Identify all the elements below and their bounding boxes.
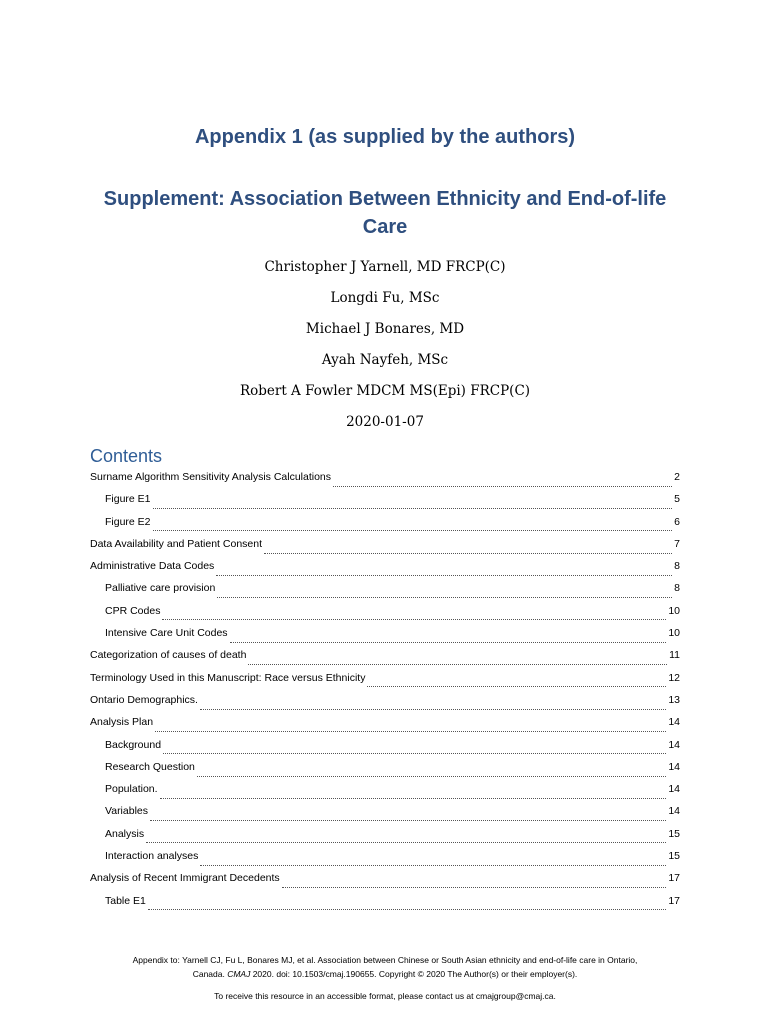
- toc-entry[interactable]: [90, 783, 680, 805]
- toc-entry-page[interactable]: 14: [668, 760, 680, 773]
- toc-entry[interactable]: [90, 493, 680, 515]
- toc-leader-dots: [148, 901, 666, 910]
- toc-entry-page[interactable]: 14: [668, 738, 680, 751]
- toc-entry-page[interactable]: 14: [668, 783, 680, 796]
- toc-entry-label[interactable]: Variables: [105, 805, 148, 818]
- toc-entry-label[interactable]: Palliative care provision: [105, 582, 216, 595]
- toc-leader-dots: [163, 745, 666, 754]
- toc-entry-page[interactable]: 17: [668, 872, 680, 885]
- toc-leader-dots: [200, 701, 666, 710]
- toc-entry-page[interactable]: 13: [668, 693, 680, 706]
- author-line: Robert A Fowler MDCM MS(Epi) FRCP(C): [239, 383, 531, 399]
- toc-entry[interactable]: [90, 739, 680, 761]
- toc-entry[interactable]: [90, 516, 680, 538]
- toc-entry-label[interactable]: Interaction analyses: [105, 850, 199, 863]
- toc-entry[interactable]: [90, 471, 680, 493]
- toc-entry-page[interactable]: 12: [668, 671, 680, 684]
- author-line: Longdi Fu, MSc: [330, 290, 440, 306]
- toc-entry-label[interactable]: Ontario Demographics.: [90, 693, 198, 706]
- toc-leader-dots: [333, 478, 672, 487]
- contents-heading: Contents: [90, 446, 163, 466]
- toc-entry-label[interactable]: Table E1: [105, 894, 146, 907]
- appendix-title: Appendix 1 (as supplied by the authors): [194, 126, 576, 148]
- toc-entry[interactable]: [90, 582, 680, 604]
- toc-leader-dots: [367, 678, 666, 687]
- toc-entry[interactable]: [90, 694, 680, 716]
- toc-entry[interactable]: [90, 828, 680, 850]
- citation-line-1: Appendix to: Yarnell CJ, Fu L, Bonares MJ, et al. Association between Chinese or South Asian ethnicity and end-of-life care in Ontario,: [132, 955, 638, 965]
- toc-leader-dots: [230, 634, 667, 643]
- toc-entry-label[interactable]: Research Question: [105, 760, 195, 773]
- document-date: 2020-01-07: [346, 414, 424, 430]
- toc-leader-dots: [155, 723, 666, 732]
- author-line: Christopher J Yarnell, MD FRCP(C): [264, 259, 506, 275]
- accessibility-note: To receive this resource in an accessible format, please contact us at cmajgroup@cmaj.ca.: [214, 991, 556, 1001]
- toc-entry[interactable]: [90, 805, 680, 827]
- toc-leader-dots: [162, 611, 666, 620]
- toc-entry[interactable]: [90, 716, 680, 738]
- toc-entry-page[interactable]: 2: [674, 471, 680, 483]
- toc-entry-label[interactable]: Population.: [105, 783, 158, 796]
- toc-leader-dots: [150, 812, 666, 821]
- toc-entry-page[interactable]: 11: [669, 649, 680, 662]
- author-list: [0, 255, 770, 441]
- toc-leader-dots: [153, 500, 673, 509]
- author-line: Ayah Nayfeh, MSc: [321, 352, 449, 368]
- toc-entry-page[interactable]: 15: [668, 827, 680, 840]
- toc-entry[interactable]: [90, 761, 680, 783]
- toc-entry-label[interactable]: Data Availability and Patient Consent: [90, 537, 262, 550]
- toc-entry[interactable]: [90, 538, 680, 560]
- toc-entry-page[interactable]: 17: [668, 894, 680, 907]
- toc-leader-dots: [248, 656, 667, 665]
- toc-entry-label[interactable]: Terminology Used in this Manuscript: Race versus Ethnicity: [90, 671, 366, 684]
- toc-entry-page[interactable]: 8: [674, 560, 680, 573]
- toc-leader-dots: [146, 834, 666, 843]
- toc-entry[interactable]: [90, 627, 680, 649]
- toc-leader-dots: [216, 567, 672, 576]
- toc-entry[interactable]: [90, 649, 680, 671]
- toc-entry-page[interactable]: 15: [668, 850, 680, 863]
- citation-footer: [0, 953, 770, 981]
- toc-entry-page[interactable]: 7: [674, 537, 680, 550]
- toc-entry[interactable]: [90, 895, 680, 917]
- toc-entry-label[interactable]: Background: [105, 738, 162, 751]
- toc-entry-page[interactable]: 10: [668, 604, 680, 617]
- toc-entry-page[interactable]: 14: [668, 716, 680, 729]
- toc-entry-label[interactable]: Categorization of causes of death: [90, 649, 247, 662]
- toc-entry[interactable]: [90, 560, 680, 582]
- toc-entry-page[interactable]: 8: [674, 582, 680, 595]
- toc-leader-dots: [153, 522, 673, 531]
- toc-leader-dots: [282, 879, 667, 888]
- toc-entry-label[interactable]: Analysis Plan: [90, 716, 154, 729]
- toc-entry[interactable]: [90, 850, 680, 872]
- toc-entry-label[interactable]: Analysis of Recent Immigrant Decedents: [90, 872, 280, 885]
- toc-entry[interactable]: [90, 672, 680, 694]
- toc-leader-dots: [264, 545, 672, 554]
- supplement-title: Supplement: Association Between Ethnicity and End-of-life Care: [103, 188, 667, 238]
- toc-entry-page[interactable]: 14: [668, 805, 680, 818]
- toc-entry-label[interactable]: CPR Codes: [105, 604, 161, 617]
- toc-entry[interactable]: [90, 605, 680, 627]
- toc-entry-page[interactable]: 5: [674, 493, 680, 506]
- toc-entry-label[interactable]: Figure E1: [105, 493, 151, 506]
- toc-entry[interactable]: [90, 872, 680, 894]
- table-of-contents: [90, 471, 680, 917]
- toc-leader-dots: [217, 589, 672, 598]
- toc-entry-label[interactable]: Analysis: [105, 827, 145, 840]
- toc-entry-label[interactable]: Figure E2: [105, 515, 151, 528]
- toc-leader-dots: [197, 768, 666, 777]
- toc-leader-dots: [160, 790, 667, 799]
- author-line: Michael J Bonares, MD: [305, 321, 465, 337]
- citation-line-2: Canada. CMAJ 2020. doi: 10.1503/cmaj.190655. Copyright © 2020 The Author(s) or their employer(s).: [192, 969, 578, 979]
- toc-entry-page[interactable]: 6: [674, 515, 680, 528]
- toc-leader-dots: [200, 857, 666, 866]
- toc-entry-label[interactable]: Surname Algorithm Sensitivity Analysis Calculations: [90, 471, 332, 483]
- toc-entry-page[interactable]: 10: [668, 627, 680, 640]
- toc-entry-label[interactable]: Intensive Care Unit Codes: [105, 627, 228, 640]
- toc-entry-label[interactable]: Administrative Data Codes: [90, 560, 215, 573]
